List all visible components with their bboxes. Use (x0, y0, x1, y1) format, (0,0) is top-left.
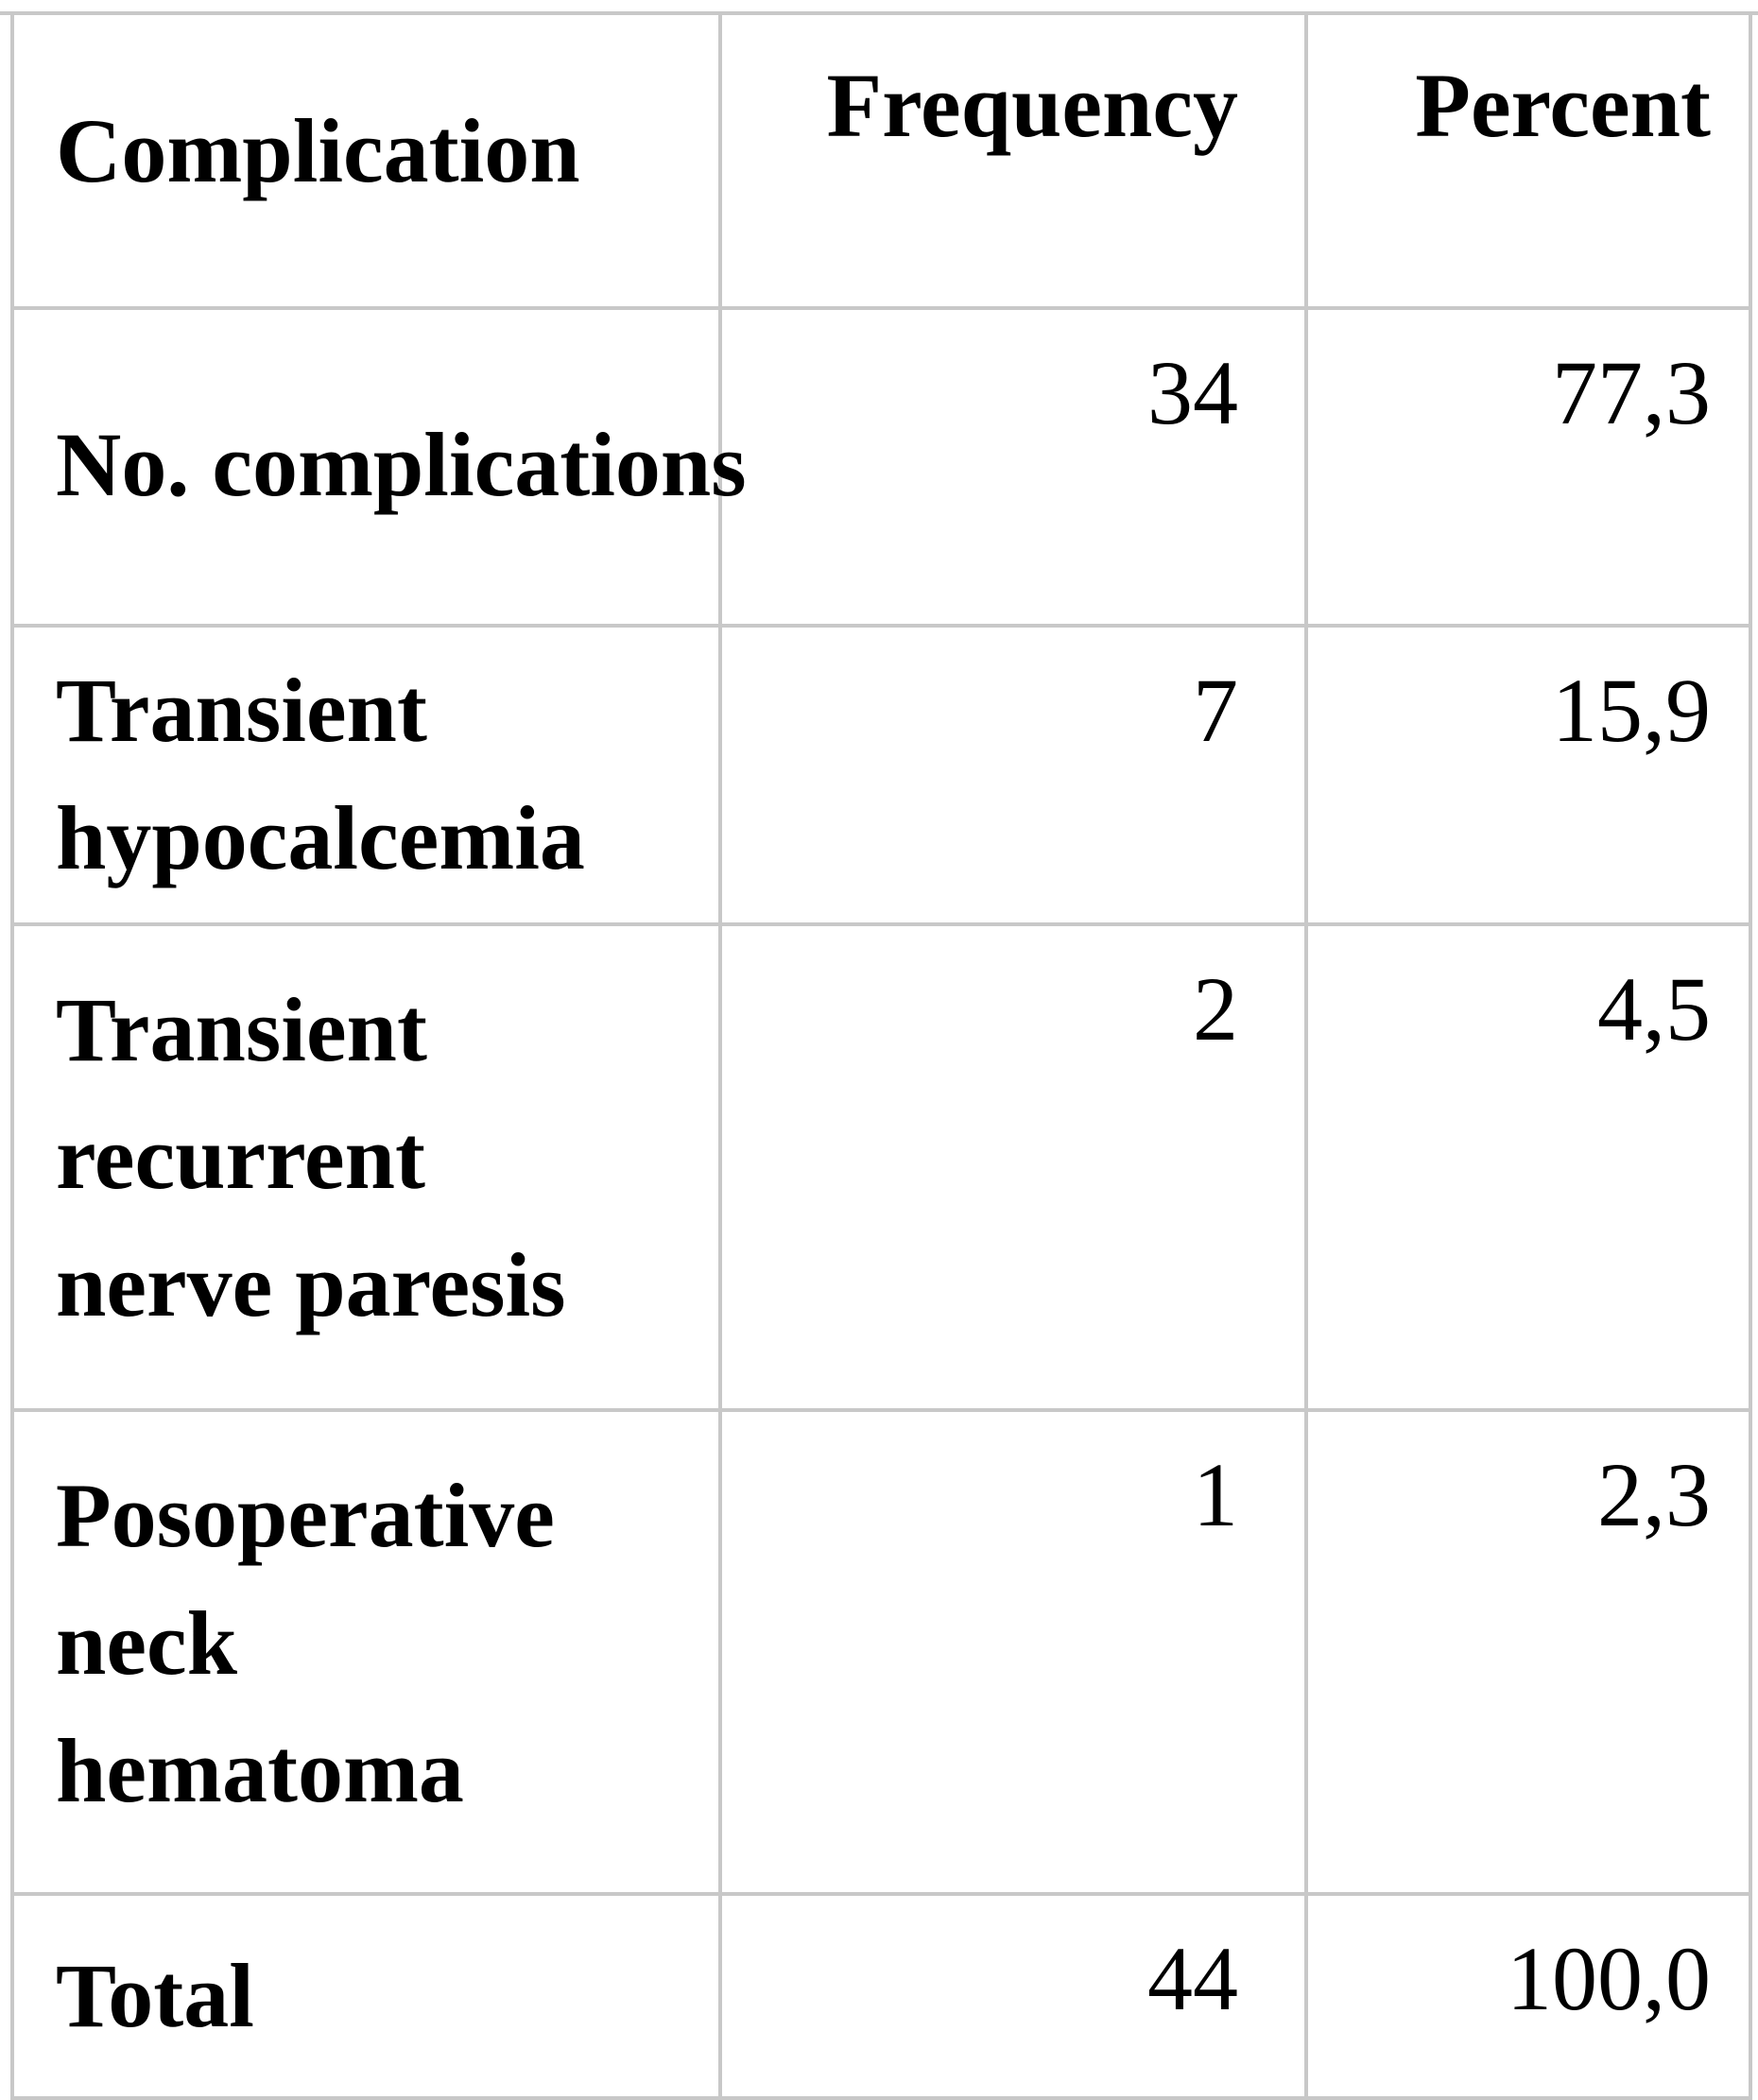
row-complication: Total (12, 1894, 720, 2098)
row-complication: Transient hypocalcemia (12, 626, 720, 924)
table-row-total (12, 1894, 1750, 2098)
header-percent: Percent (1306, 13, 1750, 308)
table-row (12, 626, 1750, 924)
header-complication: Complication (12, 13, 720, 308)
table-header-row (12, 13, 1750, 308)
header-frequency: Frequency (720, 13, 1306, 308)
row-complication: Posoperative neck hematoma (12, 1410, 720, 1894)
table-row (12, 1410, 1750, 1894)
row-percent: 15,9 (1306, 626, 1750, 924)
row-frequency: 1 (720, 1410, 1306, 1894)
complications-table (10, 11, 1752, 2100)
row-frequency: 2 (720, 924, 1306, 1410)
row-frequency: 7 (720, 626, 1306, 924)
row-frequency: 34 (720, 308, 1306, 626)
row-frequency: 44 (720, 1894, 1306, 2098)
table-row (12, 924, 1750, 1410)
row-percent: 4,5 (1306, 924, 1750, 1410)
row-complication: Transient recurrent nerve paresis (12, 924, 720, 1410)
table-row (12, 308, 1750, 626)
row-percent: 100,0 (1306, 1894, 1750, 2098)
row-percent: 2,3 (1306, 1410, 1750, 1894)
row-percent: 77,3 (1306, 308, 1750, 626)
row-complication: No. complications (12, 308, 720, 626)
